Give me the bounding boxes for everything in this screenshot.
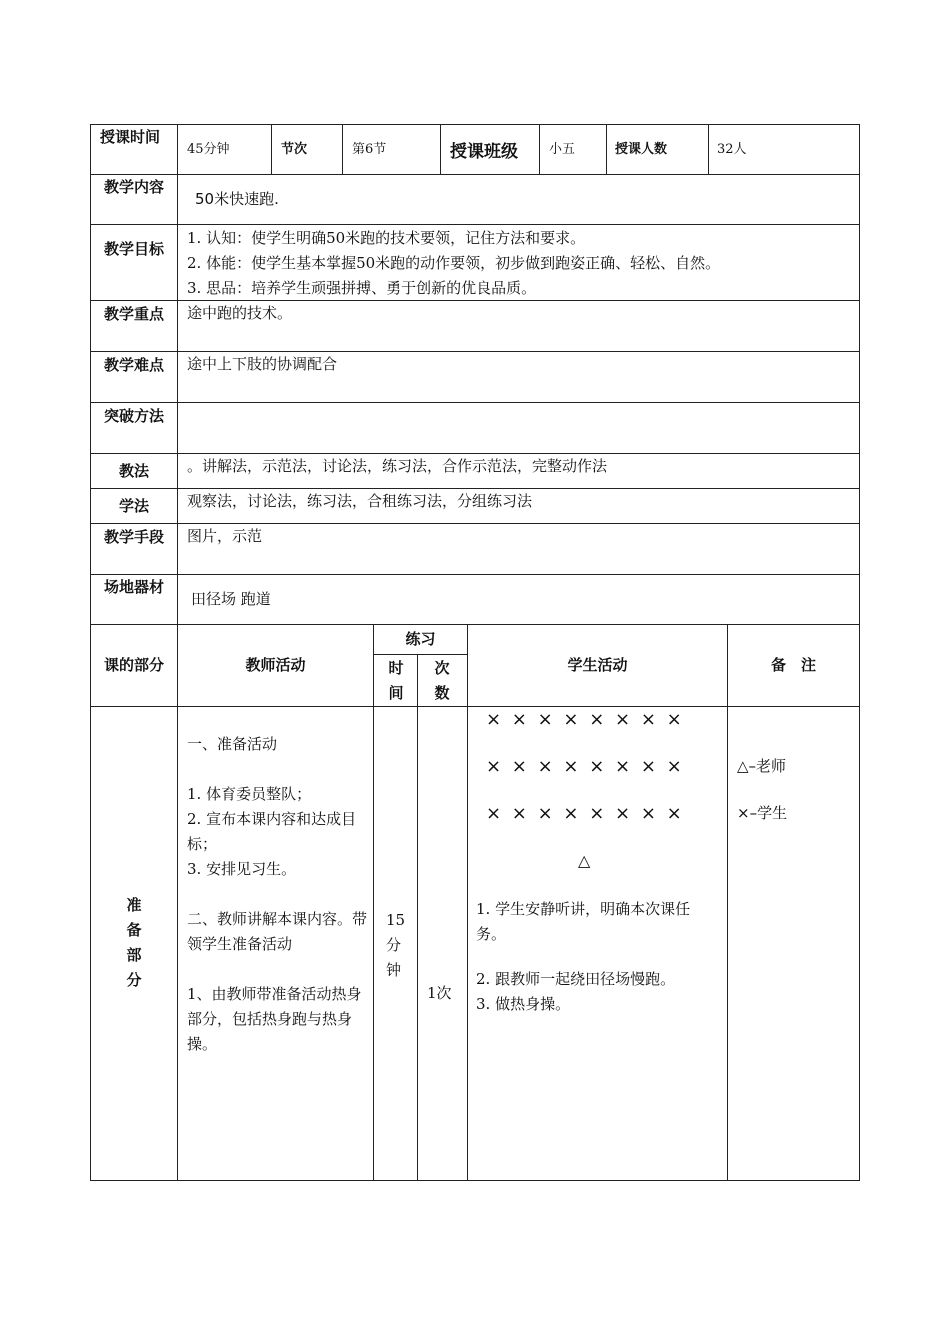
breakthrough-label: 突破方法: [104, 407, 165, 425]
table-border: [90, 124, 91, 1181]
breakthrough-value: [187, 403, 847, 428]
learn-method-value: 观察法，讨论法，练习法，合租练习法，分组练习法: [187, 492, 533, 510]
difficulty-value: 途中上下肢的协调配合: [187, 355, 338, 373]
table-border: [606, 124, 607, 174]
count-label: 授课人数: [615, 142, 668, 157]
table-border: [373, 624, 374, 1181]
note-student-symbol: ×–学生: [737, 804, 788, 822]
teacher-activity: [187, 732, 367, 1172]
goal-item: 3. 思品：培养学生顽强拼搏、勇于创新的优良品质。: [187, 279, 537, 297]
venue-value: 田径场 跑道: [191, 590, 271, 608]
teacher-activity-block: 一、准备活动: [187, 735, 278, 753]
goals-list: [187, 226, 852, 300]
venue-label: 场地器材: [104, 578, 165, 596]
formation-row: × × × × × × × ×: [486, 756, 684, 777]
practice-time-value: 15分钟: [386, 911, 406, 979]
note-teacher-symbol: △–老师: [737, 757, 787, 775]
student-activity: [476, 708, 721, 1178]
difficulty-label: 教学难点: [104, 356, 165, 374]
table-border: [90, 706, 860, 707]
learn-method-label: 学法: [118, 496, 149, 515]
student-activity-block: 1. 学生安静听讲，明确本次课任务。: [476, 900, 691, 943]
teacher-activity-block: 1. 体育委员整队； 2. 宣布本课内容和达成目标； 3. 安排见习生。: [187, 785, 357, 878]
student-activity-block: 2. 跟教师一起绕田径场慢跑。 3. 做热身操。: [476, 970, 676, 1013]
table-border: [859, 124, 860, 1181]
table-border: [727, 624, 728, 1181]
table-border: [539, 124, 540, 174]
col-student-header: 学生活动: [567, 656, 628, 674]
table-border: [90, 224, 860, 225]
teach-method-label: 教法: [118, 461, 149, 480]
duration-label: 授课时间: [100, 128, 161, 146]
goal-item: 1. 认知：使学生明确50米跑的技术要领，记住方法和要求。: [187, 229, 586, 247]
teacher-position-symbol: △: [578, 851, 591, 870]
teacher-activity-block: 二、教师讲解本课内容。带领学生准备活动: [187, 910, 368, 953]
formation-row: × × × × × × × ×: [486, 709, 684, 730]
goal-item: 2. 体能：使学生基本掌握50米跑的动作要领，初步做到跑姿正确、轻松、自然。: [187, 254, 721, 272]
means-value: 图片，示范: [187, 527, 263, 545]
content-value: 50米快速跑.: [195, 190, 279, 208]
table-border: [271, 124, 272, 174]
content-label: 教学内容: [104, 178, 165, 196]
table-border: [90, 1180, 860, 1181]
col-part-header: 课的部分: [104, 656, 165, 674]
means-label: 教学手段: [104, 528, 165, 546]
teacher-activity-block: 1、由教师带准备活动热身部分，包括热身跑与热身操。: [187, 985, 362, 1053]
duration-value: 45分钟: [187, 142, 230, 157]
practice-times-value: 1次: [427, 984, 452, 1002]
col-time-header: 时间: [388, 658, 404, 702]
col-practice-header: 练习: [405, 630, 436, 648]
goals-label: 教学目标: [104, 240, 165, 258]
count-value: 32人: [717, 142, 747, 157]
key-point-value: 途中跑的技术。: [187, 304, 293, 322]
table-border: [342, 124, 343, 174]
teach-method-value: 。讲解法，示范法，讨论法，练习法，合作示范法，完整动作法: [187, 457, 608, 475]
class-label: 授课班级: [450, 142, 518, 162]
key-point-label: 教学重点: [104, 305, 165, 323]
col-teacher-header: 教师活动: [245, 656, 306, 674]
part-name: 准备部分: [126, 896, 142, 989]
formation-row: × × × × × × × ×: [486, 803, 684, 824]
col-times-header: 次数: [434, 658, 450, 702]
section-value: 第6节: [352, 142, 387, 157]
col-note-header: 备 注: [770, 656, 816, 674]
table-border: [440, 124, 441, 174]
section-label: 节次: [281, 142, 308, 157]
class-value: 小五: [549, 142, 576, 157]
table-border: [467, 624, 468, 1181]
table-border: [708, 124, 709, 174]
table-border: [417, 654, 418, 1181]
